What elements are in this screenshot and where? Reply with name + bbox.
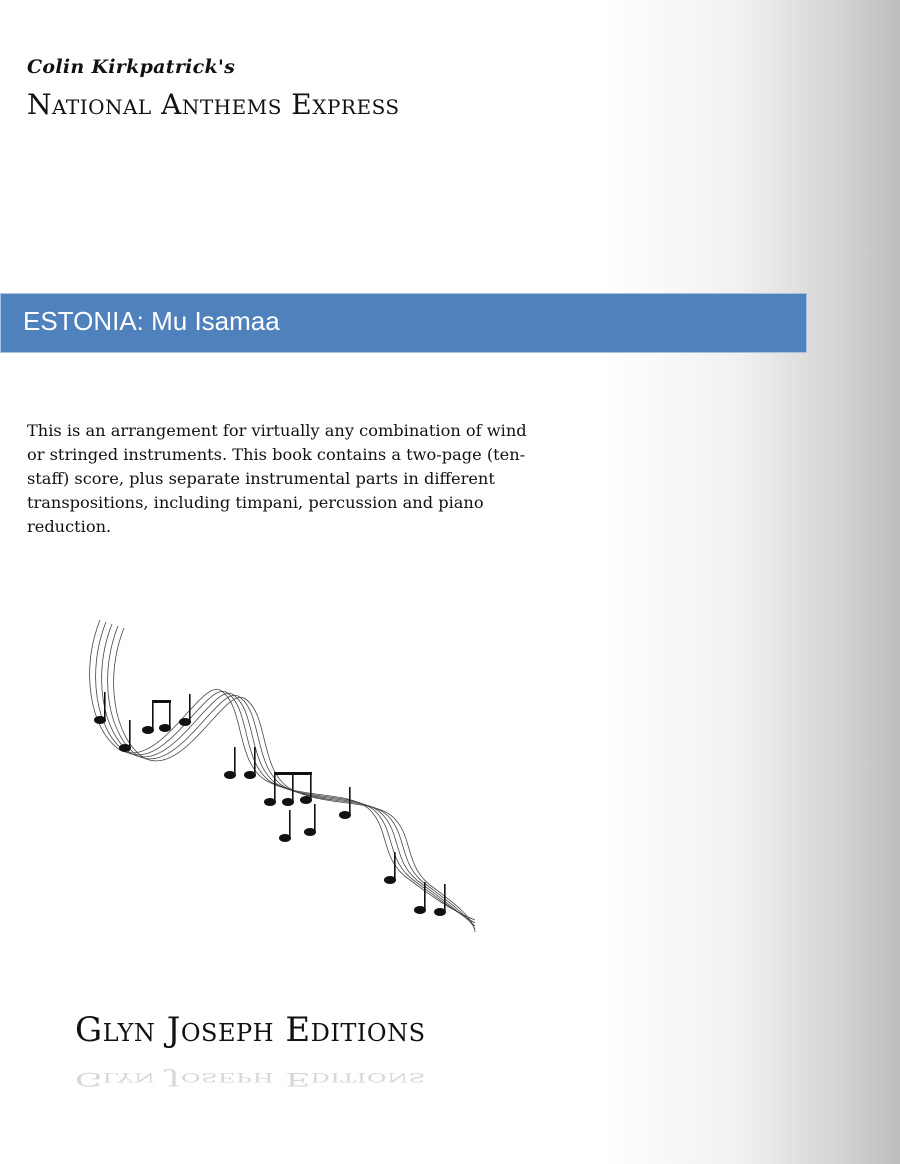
- anthem-title: ESTONIA: Mu Isamaa: [23, 306, 280, 336]
- title-banner: [0, 293, 807, 353]
- publisher-name: Glyn Joseph Editions: [75, 1010, 426, 1050]
- author-name: Colin Kirkpatrick's: [27, 56, 236, 78]
- music-staff-ribbon-icon: [70, 610, 490, 940]
- publisher-logo-reflection: Glyn Joseph Editions: [75, 1068, 426, 1090]
- publisher-logo: [75, 1010, 515, 1100]
- series-title: National Anthems Express: [27, 88, 400, 121]
- description-text: This is an arrangement for virtually any combination of wind or stringed instruments. This book contains a two-page (ten-staff) score, plus separate instrumental parts in different transpositions, including timpani, percussion and piano reduction.: [27, 421, 527, 536]
- side-gradient-panel: [604, 0, 900, 1164]
